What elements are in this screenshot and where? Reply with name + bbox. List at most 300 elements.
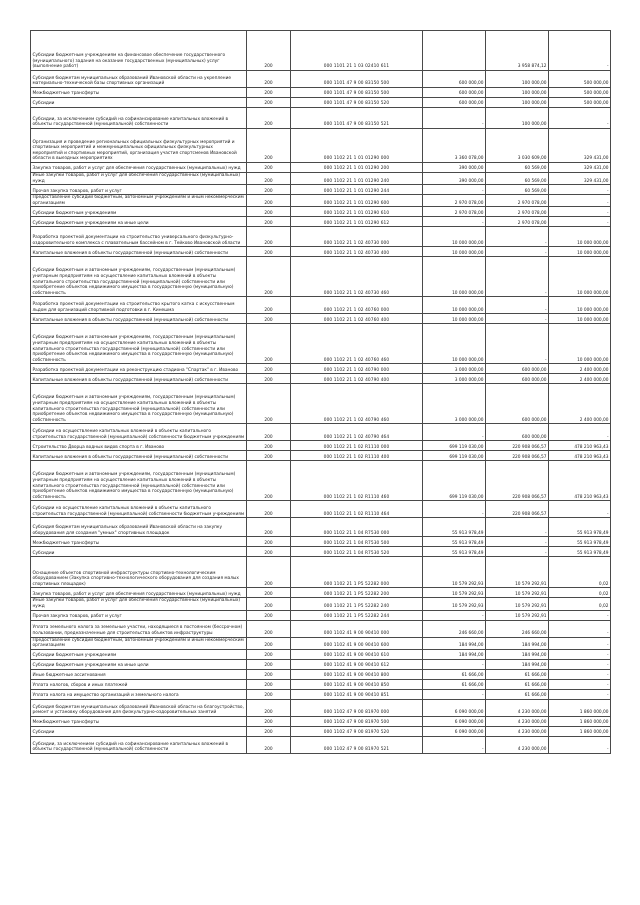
row-approved-cell: 3 000 000,00 xyxy=(423,374,486,384)
row-remaining-cell: 2 400 000,00 xyxy=(549,384,611,424)
row-executed-cell: 4 230 000,00 xyxy=(486,726,549,736)
row-kbk-cell: 000 1102 21 1 04 R7530 520 xyxy=(291,547,423,557)
row-approved-cell: 10 000 000,00 xyxy=(423,297,486,314)
table-row xyxy=(31,689,611,699)
table-row xyxy=(31,129,611,163)
row-name-cell: Субсидии, за исключением субсидий на софинансирование капитальных вложений в объекты государственной (муниципальной) собственности xyxy=(31,736,247,753)
row-remaining-cell: - xyxy=(549,501,611,518)
row-remaining-cell: - xyxy=(549,195,611,207)
row-executed-cell: - xyxy=(486,227,549,247)
row-kbk-cell: 000 1102 21 1 01 01290 600 xyxy=(291,195,423,207)
row-code-cell: 200 xyxy=(247,324,291,364)
row-code-cell: 200 xyxy=(247,620,291,637)
row-name-cell: Субсидии бюджетным учреждениям на иные цели xyxy=(31,217,247,227)
row-executed-cell: 10 579 292,91 xyxy=(486,598,549,610)
row-remaining-cell: - xyxy=(549,679,611,689)
row-kbk-cell: 000 1102 41 9 00 90410 610 xyxy=(291,649,423,659)
table-row xyxy=(31,88,611,98)
row-executed-cell: 100 000,00 xyxy=(486,108,549,129)
row-code-cell: 200 xyxy=(247,257,291,297)
row-name-cell: Закупка товаров, работ и услуг для обеспечения государственных (муниципальных) нужд xyxy=(31,588,247,598)
row-executed-cell: 10 579 292,91 xyxy=(486,557,549,588)
row-kbk-cell: 000 1102 21 1 02 40760 400 xyxy=(291,314,423,324)
row-name-cell: Организация и проведение региональных официальных физкультурных мероприятий и спортивных мероприятий и межмуниципальных официальных физкультурных мероприятий и спортивных мероприятий, организация участия спортсменов Ивановской области в выездных мероприятиях xyxy=(31,129,247,163)
row-remaining-cell: 329 431,00 xyxy=(549,129,611,163)
row-name-cell: Прочая закупка товаров, работ и услуг xyxy=(31,185,247,195)
row-code-cell: 200 xyxy=(247,129,291,163)
row-code-cell: 200 xyxy=(247,699,291,716)
row-executed-cell: 3 030 609,00 xyxy=(486,129,549,163)
table-row xyxy=(31,227,611,247)
row-approved-cell: - xyxy=(423,217,486,227)
table-row xyxy=(31,108,611,129)
row-name-cell: Межбюджетные трансферты xyxy=(31,88,247,98)
row-executed-cell: 220 908 066,57 xyxy=(486,451,549,461)
row-code-cell: 200 xyxy=(247,374,291,384)
row-name-cell: Субсидии xyxy=(31,98,247,108)
row-remaining-cell: 1 860 000,00 xyxy=(549,726,611,736)
row-remaining-cell: 329 431,00 xyxy=(549,173,611,185)
row-code-cell: 200 xyxy=(247,71,291,88)
row-remaining-cell: 478 210 963,43 xyxy=(549,451,611,461)
row-executed-cell: 600 000,00 xyxy=(486,364,549,374)
row-code-cell: 200 xyxy=(247,98,291,108)
table-row xyxy=(31,71,611,88)
row-kbk-cell: 000 1102 47 9 00 81970 521 xyxy=(291,736,423,753)
row-remaining-cell: 478 210 963,43 xyxy=(549,461,611,501)
row-approved-cell: 600 000,00 xyxy=(423,88,486,98)
row-code-cell: 200 xyxy=(247,736,291,753)
row-remaining-cell: - xyxy=(549,736,611,753)
row-kbk-cell: 000 1102 21 1 01 01290 200 xyxy=(291,163,423,173)
row-code-cell: 200 xyxy=(247,557,291,588)
table-row xyxy=(31,518,611,537)
row-kbk-cell: 000 1102 21 1 02 R1110 000 xyxy=(291,441,423,451)
row-name-cell: Капитальные вложения в объекты государственной (муниципальной) собственности xyxy=(31,314,247,324)
row-remaining-cell: - xyxy=(549,424,611,441)
row-remaining-cell: - xyxy=(549,689,611,699)
row-remaining-cell: 329 431,00 xyxy=(549,163,611,173)
row-code-cell: 200 xyxy=(247,716,291,726)
row-kbk-cell: 000 1102 21 1 02 40730 400 xyxy=(291,247,423,257)
row-name-cell: Уплата налога на имущество организаций и земельного налога xyxy=(31,689,247,699)
row-executed-cell: - xyxy=(486,547,549,557)
row-remaining-cell: 2 400 000,00 xyxy=(549,374,611,384)
row-code-cell: 200 xyxy=(247,726,291,736)
row-kbk-cell: 000 1102 47 9 00 81970 000 xyxy=(291,699,423,716)
row-kbk-cell: 000 1102 47 9 00 81970 500 xyxy=(291,716,423,726)
row-kbk-cell: 000 1102 21 1 P5 52282 000 xyxy=(291,557,423,588)
row-kbk-cell: 000 1102 41 9 00 90410 800 xyxy=(291,669,423,679)
row-name-cell: Уплата налогов, сборов и иных платежей xyxy=(31,679,247,689)
row-name-cell: Субсидия бюджетам муниципальных образований Ивановской области на закупку оборудования для создания "умных" спортивных площадок xyxy=(31,518,247,537)
row-approved-cell: 2 970 078,00 xyxy=(423,207,486,217)
row-approved-cell: 61 666,00 xyxy=(423,669,486,679)
row-approved-cell: 184 994,00 xyxy=(423,637,486,649)
row-approved-cell: 3 000 000,00 xyxy=(423,384,486,424)
row-executed-cell: - xyxy=(486,518,549,537)
row-remaining-cell: 0,02 xyxy=(549,557,611,588)
row-code-cell: 200 xyxy=(247,314,291,324)
row-name-cell: Субсидия бюджетам муниципальных образований Ивановской области на благоустройство, ремонт и установку оборудования для физкультурно-оздоровительных занятий xyxy=(31,699,247,716)
row-kbk-cell: 000 1102 21 1 02 40760 460 xyxy=(291,324,423,364)
table-row xyxy=(31,620,611,637)
row-name-cell: Закупка товаров, работ и услуг для обеспечения государственных (муниципальных) нужд xyxy=(31,163,247,173)
row-approved-cell: 55 913 978,49 xyxy=(423,537,486,547)
row-name-cell: Капитальные вложения в объекты государственной (муниципальной) собственности xyxy=(31,374,247,384)
table-row xyxy=(31,726,611,736)
table-row xyxy=(31,185,611,195)
budget-execution-table xyxy=(30,30,611,754)
table-row xyxy=(31,324,611,364)
row-approved-cell: - xyxy=(423,185,486,195)
row-approved-cell: - xyxy=(423,736,486,753)
row-kbk-cell: 000 1102 21 1 01 01290 000 xyxy=(291,129,423,163)
row-name-cell: Межбюджетные трансферты xyxy=(31,537,247,547)
row-kbk-cell: 000 1101 47 9 00 83150 520 xyxy=(291,98,423,108)
row-remaining-cell: - xyxy=(549,217,611,227)
row-remaining-cell: - xyxy=(549,649,611,659)
row-code-cell: 200 xyxy=(247,227,291,247)
row-approved-cell: 600 000,00 xyxy=(423,98,486,108)
row-executed-cell: 60 569,00 xyxy=(486,163,549,173)
row-name-cell: Субсидии xyxy=(31,547,247,557)
row-name-cell: Субсидии бюджетным и автономным учреждениям, государственным (муниципальным) унитарным предприятиям на осуществление капитальных вложений в объекты капитального строительства государственной (муниципальной) собственности или приобретение объектов недвижимого имущества в государственную (муниципальную) собственность xyxy=(31,384,247,424)
row-approved-cell xyxy=(423,31,486,71)
row-name-cell: Разработка проектной документации на реконструкцию стадиона "Спартак" в г. Иваново xyxy=(31,364,247,374)
row-kbk-cell: 000 1102 47 9 00 81970 520 xyxy=(291,726,423,736)
row-approved-cell: 2 970 078,00 xyxy=(423,195,486,207)
row-remaining-cell: 478 210 963,43 xyxy=(549,441,611,451)
row-code-cell: 200 xyxy=(247,649,291,659)
row-name-cell: Субсидии бюджетным учреждениям на финансовое обеспечение государственного (муниципального) задания на оказание государственных (муниципальных) услуг (выполнение работ) xyxy=(31,31,247,71)
row-name-cell: Субсидии бюджетным и автономным учреждениям, государственным (муниципальным) унитарным предприятиям на осуществление капитальных вложений в объекты капитального строительства государственной (муниципальной) собственности или приобретение объектов недвижимого имущества в государственную (муниципальную) собственность xyxy=(31,257,247,297)
row-code-cell: 200 xyxy=(247,518,291,537)
row-name-cell: Иные бюджетные ассигнования xyxy=(31,669,247,679)
row-executed-cell: - xyxy=(486,257,549,297)
table-row xyxy=(31,257,611,297)
row-remaining-cell: 0,02 xyxy=(549,598,611,610)
row-approved-cell: 3 360 078,00 xyxy=(423,129,486,163)
row-kbk-cell: 000 1102 21 1 02 40790 000 xyxy=(291,364,423,374)
row-code-cell: 200 xyxy=(247,364,291,374)
row-kbk-cell: 000 1102 21 1 02 40790 400 xyxy=(291,374,423,384)
row-approved-cell: - xyxy=(423,610,486,620)
row-name-cell: Оснащение объектов спортивной инфраструктуры спортивно-технологическим оборудованием (Закупка спортивно-технологического оборудования для создания малых спортивных площадок) xyxy=(31,557,247,588)
row-approved-cell: 10 000 000,00 xyxy=(423,257,486,297)
row-executed-cell: 2 970 078,00 xyxy=(486,207,549,217)
row-approved-cell: - xyxy=(423,659,486,669)
row-kbk-cell: 000 1102 21 1 02 R1110 400 xyxy=(291,451,423,461)
row-kbk-cell: 000 1102 41 9 00 90410 600 xyxy=(291,637,423,649)
row-approved-cell: 699 119 030,00 xyxy=(423,461,486,501)
table-row xyxy=(31,669,611,679)
row-code-cell: 200 xyxy=(247,88,291,98)
row-executed-cell: 184 994,00 xyxy=(486,649,549,659)
table-row xyxy=(31,736,611,753)
row-executed-cell: 61 666,00 xyxy=(486,689,549,699)
row-approved-cell: 10 579 292,93 xyxy=(423,598,486,610)
row-remaining-cell: - xyxy=(549,610,611,620)
row-code-cell: 200 xyxy=(247,588,291,598)
row-kbk-cell: 000 1102 21 1 02 40760 000 xyxy=(291,297,423,314)
row-executed-cell: 4 230 000,00 xyxy=(486,736,549,753)
table-row xyxy=(31,659,611,669)
row-code-cell: 200 xyxy=(247,598,291,610)
row-remaining-cell: 10 000 000,00 xyxy=(549,257,611,297)
row-approved-cell: 390 000,00 xyxy=(423,173,486,185)
table-row xyxy=(31,195,611,207)
row-approved-cell: 10 000 000,00 xyxy=(423,227,486,247)
row-executed-cell: 220 908 066,57 xyxy=(486,501,549,518)
table-row xyxy=(31,501,611,518)
row-code-cell: 200 xyxy=(247,195,291,207)
row-executed-cell: 2 970 078,00 xyxy=(486,195,549,207)
row-executed-cell: 60 569,00 xyxy=(486,173,549,185)
row-kbk-cell: 000 1102 21 1 01 01290 244 xyxy=(291,185,423,195)
row-remaining-cell: - xyxy=(549,620,611,637)
row-kbk-cell: 000 1101 47 9 00 83150 521 xyxy=(291,108,423,129)
row-remaining-cell: 500 000,00 xyxy=(549,88,611,98)
table-row xyxy=(31,649,611,659)
row-code-cell: 200 xyxy=(247,441,291,451)
row-code-cell: 200 xyxy=(247,173,291,185)
row-approved-cell: 3 000 000,00 xyxy=(423,364,486,374)
row-kbk-cell: 000 1101 47 9 00 83150 500 xyxy=(291,88,423,98)
row-code-cell: 200 xyxy=(247,610,291,620)
row-remaining-cell: 10 000 000,00 xyxy=(549,297,611,314)
row-kbk-cell: 000 1102 21 1 P5 52282 240 xyxy=(291,598,423,610)
row-approved-cell: 390 000,00 xyxy=(423,163,486,173)
row-name-cell: Иные закупки товаров, работ и услуг для обеспечения государственных (муниципальных) нужд xyxy=(31,598,247,610)
row-kbk-cell: 000 1102 21 1 01 01290 612 xyxy=(291,217,423,227)
row-executed-cell: 220 908 066,57 xyxy=(486,441,549,451)
table-row xyxy=(31,557,611,588)
row-name-cell: Субсидии бюджетным и автономным учреждениям, государственным (муниципальным) унитарным предприятиям на осуществление капитальных вложений в объекты капитального строительства государственной (муниципальной) собственности или приобретение объектов недвижимого имущества в государственную (муниципальную) собственность xyxy=(31,324,247,364)
row-executed-cell: 184 994,00 xyxy=(486,659,549,669)
row-remaining-cell: 55 913 978,49 xyxy=(549,537,611,547)
row-approved-cell: 699 119 030,00 xyxy=(423,451,486,461)
row-kbk-cell: 000 1102 21 1 02 R1110 460 xyxy=(291,461,423,501)
row-kbk-cell: 000 1102 21 1 P5 52282 244 xyxy=(291,610,423,620)
row-code-cell: 200 xyxy=(247,637,291,649)
table-row xyxy=(31,163,611,173)
table-row xyxy=(31,364,611,374)
table-row xyxy=(31,537,611,547)
row-code-cell: 200 xyxy=(247,207,291,217)
row-code-cell: 200 xyxy=(247,669,291,679)
row-executed-cell: 600 000,00 xyxy=(486,374,549,384)
row-kbk-cell: 000 1102 21 1 02 40730 460 xyxy=(291,257,423,297)
row-name-cell: Прочая закупка товаров, работ и услуг xyxy=(31,610,247,620)
row-code-cell: 200 xyxy=(247,659,291,669)
row-executed-cell: 61 666,00 xyxy=(486,669,549,679)
table-row xyxy=(31,247,611,257)
row-remaining-cell: - xyxy=(549,185,611,195)
row-remaining-cell: 55 913 978,49 xyxy=(549,547,611,557)
row-executed-cell: 100 000,00 xyxy=(486,88,549,98)
row-name-cell: Субсидия бюджетам муниципальных образований Ивановской области на укрепление материально-технической базы спортивных организаций xyxy=(31,71,247,88)
row-kbk-cell: 000 1101 21 1 03 02410 611 xyxy=(291,31,423,71)
table-row xyxy=(31,699,611,716)
row-name-cell: Капитальные вложения в объекты государственной (муниципальной) собственности xyxy=(31,451,247,461)
row-approved-cell: - xyxy=(423,424,486,441)
row-remaining-cell: 0,02 xyxy=(549,588,611,598)
row-executed-cell: 220 908 066,57 xyxy=(486,461,549,501)
table-row xyxy=(31,424,611,441)
row-kbk-cell: 000 1102 41 9 00 90410 851 xyxy=(291,689,423,699)
row-kbk-cell: 000 1102 21 1 04 R7530 000 xyxy=(291,518,423,537)
row-approved-cell: 55 913 978,49 xyxy=(423,518,486,537)
row-code-cell: 200 xyxy=(247,163,291,173)
row-code-cell: 200 xyxy=(247,247,291,257)
row-approved-cell: 55 913 978,49 xyxy=(423,547,486,557)
table-row xyxy=(31,173,611,185)
row-executed-cell: 61 666,00 xyxy=(486,679,549,689)
row-executed-cell: 184 994,00 xyxy=(486,637,549,649)
table-row xyxy=(31,31,611,71)
row-approved-cell: 6 090 000,00 xyxy=(423,699,486,716)
row-executed-cell: 100 000,00 xyxy=(486,98,549,108)
row-kbk-cell: 000 1102 21 1 02 40730 000 xyxy=(291,227,423,247)
row-name-cell: Субсидии на осуществление капитальных вложений в объекты капитального строительства государственной (муниципальной) собственности бюджетным учреждениям xyxy=(31,424,247,441)
row-name-cell: Предоставление субсидий бюджетным, автономным учреждениям и иным некоммерческим организациям xyxy=(31,195,247,207)
row-approved-cell: 246 660,00 xyxy=(423,620,486,637)
row-approved-cell: 699 119 030,00 xyxy=(423,441,486,451)
row-code-cell: 200 xyxy=(247,689,291,699)
row-remaining-cell: - xyxy=(549,637,611,649)
row-approved-cell: 10 579 292,93 xyxy=(423,588,486,598)
row-name-cell: Субсидии xyxy=(31,726,247,736)
row-code-cell: 200 xyxy=(247,461,291,501)
row-remaining-cell: 500 000,00 xyxy=(549,71,611,88)
row-executed-cell: - xyxy=(486,537,549,547)
row-code-cell: 200 xyxy=(247,108,291,129)
table-row xyxy=(31,207,611,217)
row-approved-cell: 61 666,00 xyxy=(423,679,486,689)
row-remaining-cell: 2 400 000,00 xyxy=(549,364,611,374)
table-row xyxy=(31,588,611,598)
table-row xyxy=(31,217,611,227)
row-remaining-cell: 1 860 000,00 xyxy=(549,699,611,716)
row-executed-cell: - xyxy=(486,324,549,364)
table-row xyxy=(31,461,611,501)
row-kbk-cell: 000 1102 21 1 02 40790 464 xyxy=(291,424,423,441)
row-code-cell: 200 xyxy=(247,31,291,71)
row-remaining-cell: - xyxy=(549,31,611,71)
row-code-cell: 200 xyxy=(247,547,291,557)
row-remaining-cell: 10 000 000,00 xyxy=(549,324,611,364)
row-name-cell: Субсидии бюджетным учреждениям xyxy=(31,207,247,217)
row-approved-cell: - xyxy=(423,689,486,699)
row-code-cell: 200 xyxy=(247,501,291,518)
row-executed-cell: 100 000,00 xyxy=(486,71,549,88)
table-row xyxy=(31,637,611,649)
row-name-cell: Капитальные вложения в объекты государственной (муниципальной) собственности xyxy=(31,247,247,257)
row-approved-cell: 10 579 292,93 xyxy=(423,557,486,588)
row-executed-cell: 60 569,00 xyxy=(486,185,549,195)
row-approved-cell: 6 090 000,00 xyxy=(423,726,486,736)
row-executed-cell: 3 958 874,12 xyxy=(486,31,549,71)
row-name-cell: Строительство Дворца водных видов спорта в г. Иваново xyxy=(31,441,247,451)
row-executed-cell: - xyxy=(486,297,549,314)
row-approved-cell: 6 090 000,00 xyxy=(423,716,486,726)
row-code-cell: 200 xyxy=(247,537,291,547)
row-name-cell: Субсидии, за исключением субсидий на софинансирование капитальных вложений в объекты государственной (муниципальной) собственности xyxy=(31,108,247,129)
row-remaining-cell: - xyxy=(549,669,611,679)
row-executed-cell: - xyxy=(486,247,549,257)
row-approved-cell: - xyxy=(423,108,486,129)
row-kbk-cell: 000 1102 21 1 02 R1110 464 xyxy=(291,501,423,518)
row-kbk-cell: 000 1102 21 1 01 01290 610 xyxy=(291,207,423,217)
row-name-cell: Разработка проектной документации на строительство крытого катка с искусственным льдом для организаций спортивной подготовки в г. Кинешма xyxy=(31,297,247,314)
row-executed-cell: 4 230 000,00 xyxy=(486,699,549,716)
row-approved-cell: 10 000 000,00 xyxy=(423,314,486,324)
row-executed-cell: 600 000,00 xyxy=(486,424,549,441)
table-row xyxy=(31,679,611,689)
row-name-cell: Субсидии бюджетным и автономным учреждениям, государственным (муниципальным) унитарным предприятиям на осуществление капитальных вложений в объекты капитального строительства государственной (муниципальной) собственности или приобретение объектов недвижимого имущества в государственную (муниципальную) собственность xyxy=(31,461,247,501)
row-executed-cell: 4 230 000,00 xyxy=(486,716,549,726)
row-executed-cell: 246 660,00 xyxy=(486,620,549,637)
row-name-cell: Предоставление субсидий бюджетным, автономным учреждениям и иным некоммерческим организациям xyxy=(31,637,247,649)
row-remaining-cell: 10 000 000,00 xyxy=(549,247,611,257)
row-remaining-cell: 10 000 000,00 xyxy=(549,227,611,247)
row-remaining-cell: 55 913 978,49 xyxy=(549,518,611,537)
row-code-cell: 200 xyxy=(247,679,291,689)
row-remaining-cell: - xyxy=(549,207,611,217)
row-kbk-cell: 000 1102 21 1 01 01290 240 xyxy=(291,173,423,185)
table-row xyxy=(31,297,611,314)
row-remaining-cell: 1 860 000,00 xyxy=(549,716,611,726)
row-kbk-cell: 000 1102 41 9 00 90410 850 xyxy=(291,679,423,689)
row-approved-cell: 10 000 000,00 xyxy=(423,247,486,257)
budget-report-page xyxy=(30,30,610,754)
table-row xyxy=(31,441,611,451)
row-code-cell: 200 xyxy=(247,185,291,195)
row-code-cell: 200 xyxy=(247,384,291,424)
row-executed-cell: 600 000,00 xyxy=(486,384,549,424)
table-row xyxy=(31,716,611,726)
row-kbk-cell: 000 1102 21 1 P5 52282 200 xyxy=(291,588,423,598)
row-remaining-cell: - xyxy=(549,659,611,669)
table-row xyxy=(31,314,611,324)
table-body xyxy=(31,31,611,754)
row-name-cell: Субсидии на осуществление капитальных вложений в объекты капитального строительства государственной (муниципальной) собственности бюджетным учреждениям xyxy=(31,501,247,518)
row-remaining-cell: 500 000,00 xyxy=(549,98,611,108)
table-row xyxy=(31,451,611,461)
table-row xyxy=(31,374,611,384)
row-approved-cell: 184 994,00 xyxy=(423,649,486,659)
table-row xyxy=(31,547,611,557)
row-kbk-cell: 000 1102 21 1 02 40790 460 xyxy=(291,384,423,424)
table-row xyxy=(31,98,611,108)
row-name-cell: Уплата земельного налога за земельные участки, находящиеся в постоянном (бессрочном) пользовании, предназначенные для строительства объектов инфраструктуры xyxy=(31,620,247,637)
row-executed-cell: - xyxy=(486,314,549,324)
row-remaining-cell: 10 000 000,00 xyxy=(549,314,611,324)
row-name-cell: Иные закупки товаров, работ и услуг для обеспечения государственных (муниципальных) нужд xyxy=(31,173,247,185)
row-name-cell: Межбюджетные трансферты xyxy=(31,716,247,726)
row-code-cell: 200 xyxy=(247,217,291,227)
row-remaining-cell: - xyxy=(549,108,611,129)
row-name-cell: Разработка проектной документации на строительство универсального физкультурно-оздоровительного комплекса с плавательным бассейном в г. Тейково Ивановской области xyxy=(31,227,247,247)
row-approved-cell: 10 000 000,00 xyxy=(423,324,486,364)
row-code-cell: 200 xyxy=(247,424,291,441)
row-approved-cell: 600 000,00 xyxy=(423,71,486,88)
row-code-cell: 200 xyxy=(247,297,291,314)
row-kbk-cell: 000 1101 47 9 00 83150 500 xyxy=(291,71,423,88)
row-name-cell: Субсидии бюджетным учреждениям xyxy=(31,649,247,659)
row-kbk-cell: 000 1102 41 9 00 90410 612 xyxy=(291,659,423,669)
